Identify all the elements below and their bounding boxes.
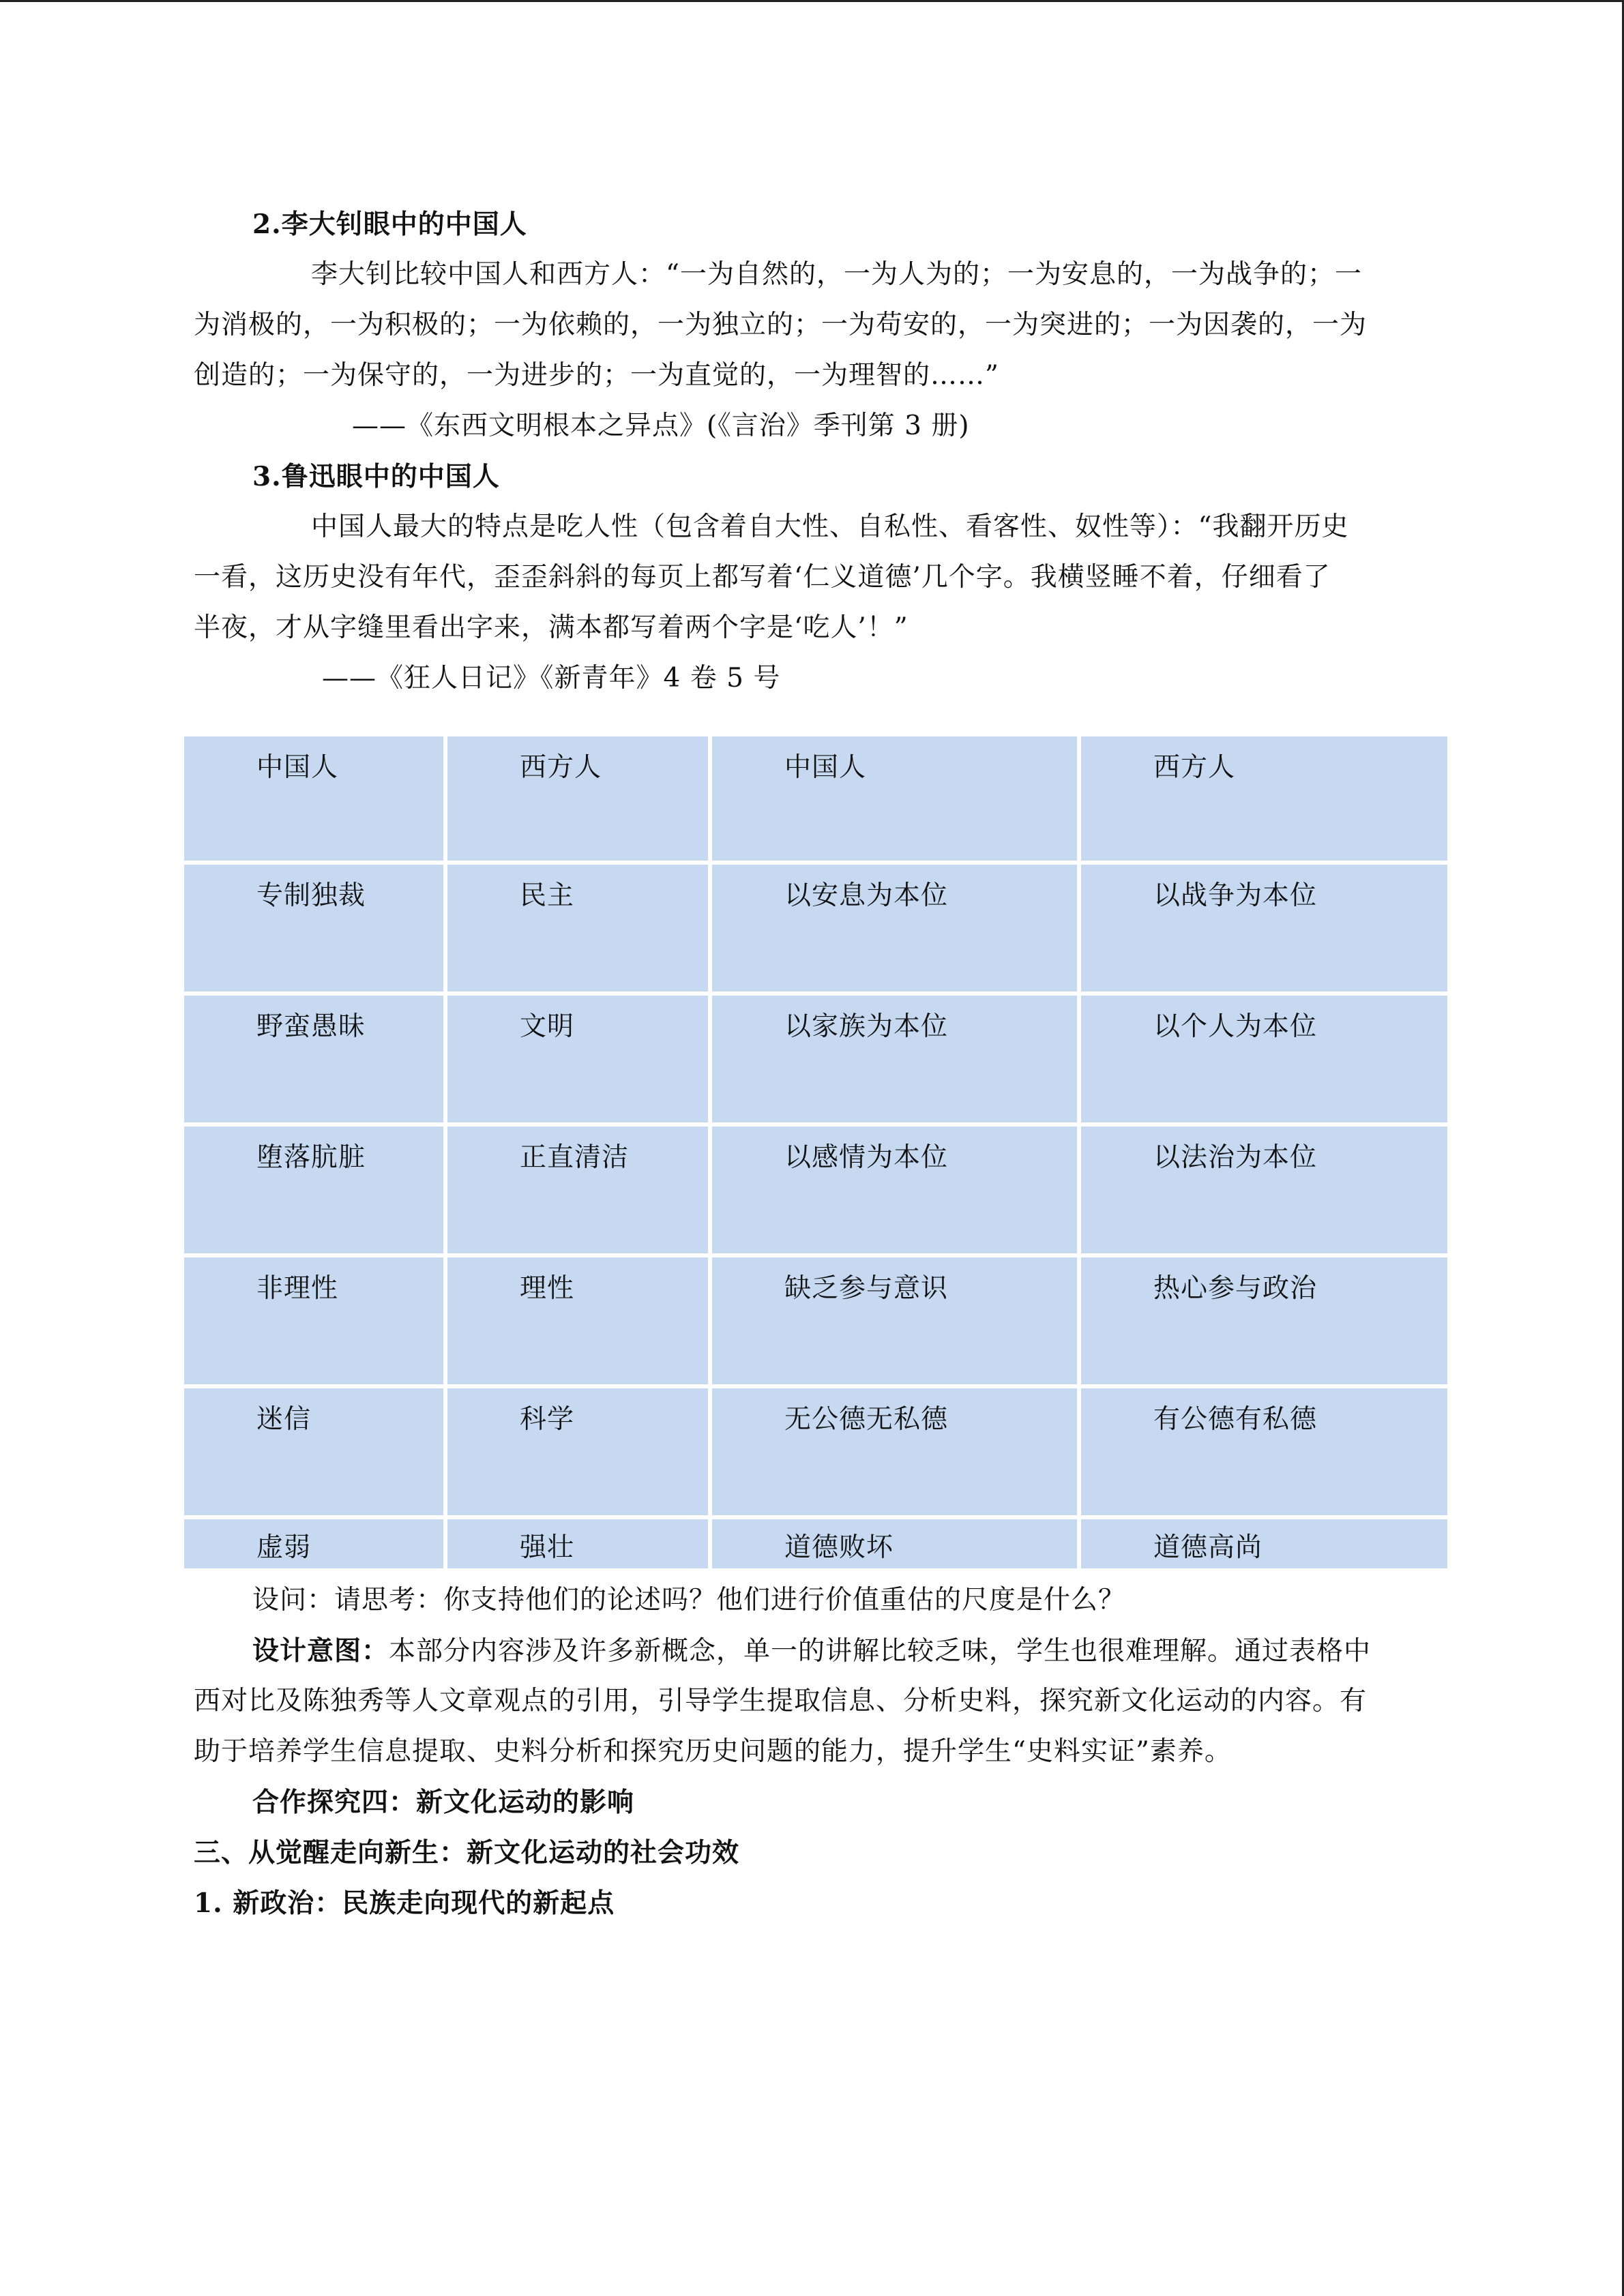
table-cell: 道德高尚 (1079, 1517, 1449, 1570)
lu-quote-line-3: 半夜，才从字缝里看出字来，满本都写着两个字是‘吃人’！” (194, 612, 909, 643)
design-intent-line-1 (194, 1626, 1447, 1676)
page-top-border (0, 0, 1624, 2)
design-intent-label: 设计意图： (252, 1635, 389, 1667)
table-cell: 缺乏参与意识 (710, 1255, 1079, 1386)
table-cell: 以安息为本位 (710, 863, 1079, 994)
table-cell: 专制独裁 (182, 863, 445, 994)
item-one-heading: 1. 新政治：民族走向现代的新起点 (194, 1888, 615, 1919)
table-cell: 强壮 (445, 1517, 710, 1570)
li-quote-line-1: 李大钊比较中国人和西方人：“一为自然的，一为人为的；一为安息的，一为战争的；一 (311, 259, 1362, 290)
design-intent-text-1: 本部分内容涉及许多新概念，单一的讲解比较乏味，学生也很难理解。通过表格中 (389, 1636, 1372, 1667)
table-header-cell: 西方人 (1079, 734, 1449, 863)
part-three-heading: 三、从觉醒走向新生：新文化运动的社会功效 (194, 1837, 740, 1868)
document-page (194, 199, 1447, 1928)
section-heading-lu-xun: 3.鲁迅眼中的中国人 (252, 461, 500, 492)
table-header-cell: 中国人 (710, 734, 1079, 863)
table-cell: 以战争为本位 (1079, 863, 1449, 994)
table-row (182, 1124, 1449, 1255)
table-cell: 以个人为本位 (1079, 994, 1449, 1124)
table-header-cell: 中国人 (182, 734, 445, 863)
table-row (182, 1517, 1449, 1570)
table-row (182, 1386, 1449, 1517)
inquiry-four-heading: 合作探究四：新文化运动的影响 (252, 1787, 635, 1818)
table-cell: 有公德有私德 (1079, 1386, 1449, 1517)
design-intent-line-3: 助于培养学生信息提取、史料分析和探究历史问题的能力，提升学生“史料实证”素养。 (194, 1736, 1232, 1767)
lu-quote-source: ——《狂人日记》《新青年》4 卷 5 号 (322, 663, 781, 694)
table-cell: 以法治为本位 (1079, 1124, 1449, 1255)
table-cell: 文明 (445, 994, 710, 1124)
li-quote-line-3: 创造的；一为保守的，一为进步的；一为直觉的，一为理智的……” (194, 360, 999, 391)
table-cell: 堕落肮脏 (182, 1124, 445, 1255)
table-header-cell: 西方人 (445, 734, 710, 863)
table-cell: 热心参与政治 (1079, 1255, 1449, 1386)
table-cell: 以家族为本位 (710, 994, 1079, 1124)
table-row (182, 863, 1449, 994)
table-cell: 非理性 (182, 1255, 445, 1386)
table-cell: 迷信 (182, 1386, 445, 1517)
li-quote-source: ——《东西文明根本之异点》(《言治》季刊第 3 册) (352, 411, 970, 441)
design-intent-line-2: 西对比及陈独秀等人文章观点的引用，引导学生提取信息、分析史料，探究新文化运动的内容。有 (194, 1686, 1368, 1716)
comparison-table-wrapper (180, 732, 1447, 1572)
table-cell: 科学 (445, 1386, 710, 1517)
table-cell: 道德败坏 (710, 1517, 1079, 1570)
table-header-row (182, 734, 1449, 863)
table-cell: 无公德无私德 (710, 1386, 1079, 1517)
discussion-question: 设问：请思考：你支持他们的论述吗？他们进行价值重估的尺度是什么？ (252, 1585, 1126, 1615)
lu-quote-line-2: 一看，这历史没有年代，歪歪斜斜的每页上都写着‘仁义道德’几个字。我横竖睡不着，仔细看了 (194, 562, 1331, 593)
comparison-table (180, 732, 1451, 1572)
table-cell: 理性 (445, 1255, 710, 1386)
table-cell: 以感情为本位 (710, 1124, 1079, 1255)
table-cell: 正直清洁 (445, 1124, 710, 1255)
table-row (182, 994, 1449, 1124)
table-cell: 民主 (445, 863, 710, 994)
section-heading-li-dazhao: 2.李大钊眼中的中国人 (252, 209, 527, 240)
lu-quote-line-1: 中国人最大的特点是吃人性（包含着自大性、自私性、看客性、奴性等）：“我翻开历史 (311, 511, 1349, 542)
table-row (182, 1255, 1449, 1386)
li-quote-line-2: 为消极的，一为积极的；一为依赖的，一为独立的；一为苟安的，一为突进的；一为因袭的，一为 (194, 310, 1368, 340)
table-cell: 虚弱 (182, 1517, 445, 1570)
table-cell: 野蛮愚昧 (182, 994, 445, 1124)
